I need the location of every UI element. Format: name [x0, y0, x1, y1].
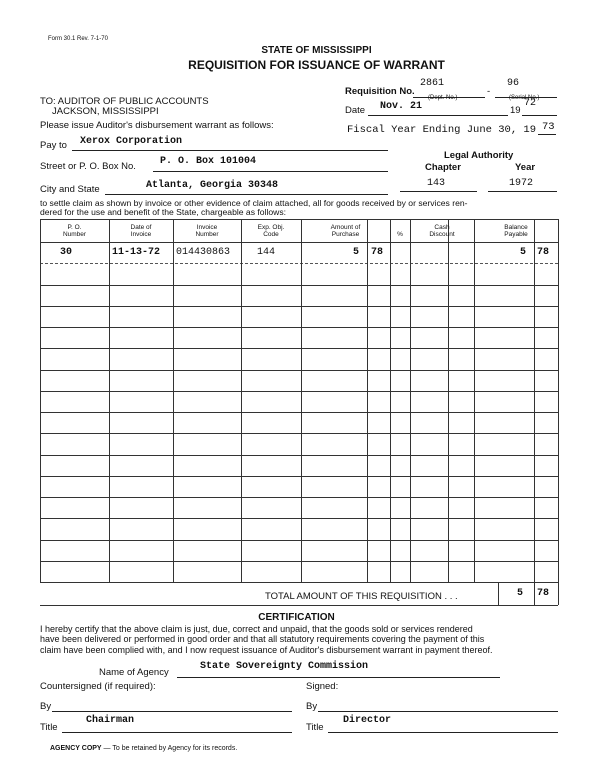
to-line-2: JACKSON, MISSISSIPPI — [52, 106, 159, 117]
requisition-dash: - — [487, 86, 491, 97]
chapter-label: Chapter — [425, 162, 461, 173]
countersigned-by-label: By — [40, 701, 52, 712]
cell-amount-cents[interactable]: 78 — [371, 247, 384, 258]
serial-caption: (Serial No.) — [509, 95, 540, 101]
cell-invoice-date[interactable]: 11-13-72 — [112, 247, 161, 258]
date-year-prefix: 19 — [510, 105, 521, 116]
fiscal-year-text: Fiscal Year Ending June 30, 19 — [347, 124, 537, 136]
dept-caption: (Dept. No.) — [428, 95, 458, 101]
to-line-1: TO: AUDITOR OF PUBLIC ACCOUNTS — [40, 96, 209, 107]
requisition-label: Requisition No. — [345, 86, 415, 97]
table-row-divider — [40, 391, 558, 392]
form-title: REQUISITION FOR ISSUANCE OF WARRANT — [188, 58, 445, 72]
serial-number-field[interactable]: 96 — [507, 78, 520, 89]
col-header-amount: Amount of Purchase — [330, 224, 361, 238]
table-row-divider — [40, 370, 558, 371]
cell-balance-cents[interactable]: 78 — [537, 247, 550, 258]
cell-po-number[interactable]: 30 — [60, 247, 73, 258]
legal-authority-title: Legal Authority — [444, 150, 514, 161]
table-row-divider — [40, 263, 558, 264]
settle-text-2: dered for the use and benefit of the State, chargeable as follows: — [40, 207, 287, 217]
certification-line-1: I hereby certify that the above claim is just, due, correct and unpaid, that the goods sold or services rendered — [40, 624, 473, 634]
table-row-divider — [40, 285, 558, 286]
chapter-field[interactable]: 143 — [427, 178, 446, 189]
table-row-divider — [40, 497, 558, 498]
table-row-divider — [40, 327, 558, 328]
street-field[interactable]: P. O. Box 101004 — [160, 156, 257, 167]
col-header-percent: % — [397, 231, 403, 238]
table-row-divider — [40, 518, 558, 519]
form-number: Form 30.1 Rev. 7-1-70 — [48, 36, 108, 42]
city-field[interactable]: Atlanta, Georgia 30348 — [146, 180, 279, 191]
year-label: Year — [515, 162, 536, 173]
cell-amount-dollars[interactable]: 5 — [353, 247, 360, 258]
table-row-divider — [40, 306, 558, 307]
col-header-po: P. O. Number — [62, 224, 87, 238]
pay-to-label: Pay to — [40, 140, 67, 151]
countersigned-title-field[interactable]: Chairman — [86, 715, 135, 726]
footer-note: AGENCY COPY — To be retained by Agency for its records. — [50, 745, 238, 752]
certification-line-3: claim have been complied with, and I now request issuance of Auditor's disbursement warrant in payment thereof. — [40, 645, 493, 655]
signed-by-label: By — [306, 701, 318, 712]
city-label: City and State — [40, 184, 100, 195]
table-row-divider — [40, 540, 558, 541]
street-label: Street or P. O. Box No. — [40, 161, 136, 172]
signed-title-field[interactable]: Director — [343, 715, 392, 726]
col-header-date: Date of Invoice — [130, 224, 152, 238]
agency-label: Name of Agency — [99, 667, 169, 678]
signed-label: Signed: — [306, 681, 339, 692]
settle-text-1: to settle claim as shown by invoice or other evidence of claim attached, all for goods received by or services ren- — [40, 198, 468, 208]
table-row-divider — [40, 476, 558, 477]
countersigned-label: Countersigned (if required): — [40, 681, 156, 692]
cell-exp-obj-code[interactable]: 144 — [257, 247, 276, 258]
year-field[interactable]: 1972 — [509, 178, 534, 189]
col-header-invoice: Invoice Number — [195, 224, 219, 238]
instruction-text: Please issue Auditor's disbursement warrant as follows: — [40, 120, 274, 131]
certification-title: CERTIFICATION — [258, 612, 335, 623]
pay-to-field[interactable]: Xerox Corporation — [80, 136, 183, 147]
col-header-expobj: Exp. Obj. Code — [257, 224, 285, 238]
cell-invoice-number[interactable]: 014430863 — [176, 247, 231, 258]
table-row-divider — [40, 433, 558, 434]
signed-title-label: Title — [306, 722, 324, 733]
table-row-divider — [40, 412, 558, 413]
table-row-divider — [40, 455, 558, 456]
date-year-field[interactable]: 72 — [524, 98, 537, 109]
col-header-balance: Balance Payable — [504, 224, 528, 238]
col-header-cash-discount: Cash Discount — [429, 224, 455, 238]
dept-number-field[interactable]: 2861 — [420, 78, 445, 89]
total-dollars[interactable]: 5 — [517, 588, 524, 599]
date-field[interactable]: Nov. 21 — [380, 101, 423, 112]
total-cents[interactable]: 78 — [537, 588, 550, 599]
date-label: Date — [345, 105, 366, 116]
state-title: STATE OF MISSISSIPPI — [261, 45, 372, 56]
agency-field[interactable]: State Sovereignty Commission — [200, 661, 369, 672]
table-row-divider — [40, 348, 558, 349]
fiscal-year-suffix[interactable]: 73 — [542, 121, 555, 133]
countersigned-title-label: Title — [40, 722, 58, 733]
table-row-divider — [40, 561, 558, 562]
certification-line-2: have been delivered or performed in good order and that all statutory requirements covering the payment of this — [40, 634, 485, 644]
total-label: TOTAL AMOUNT OF THIS REQUISITION . . . — [265, 591, 458, 602]
cell-balance-dollars[interactable]: 5 — [520, 247, 527, 258]
